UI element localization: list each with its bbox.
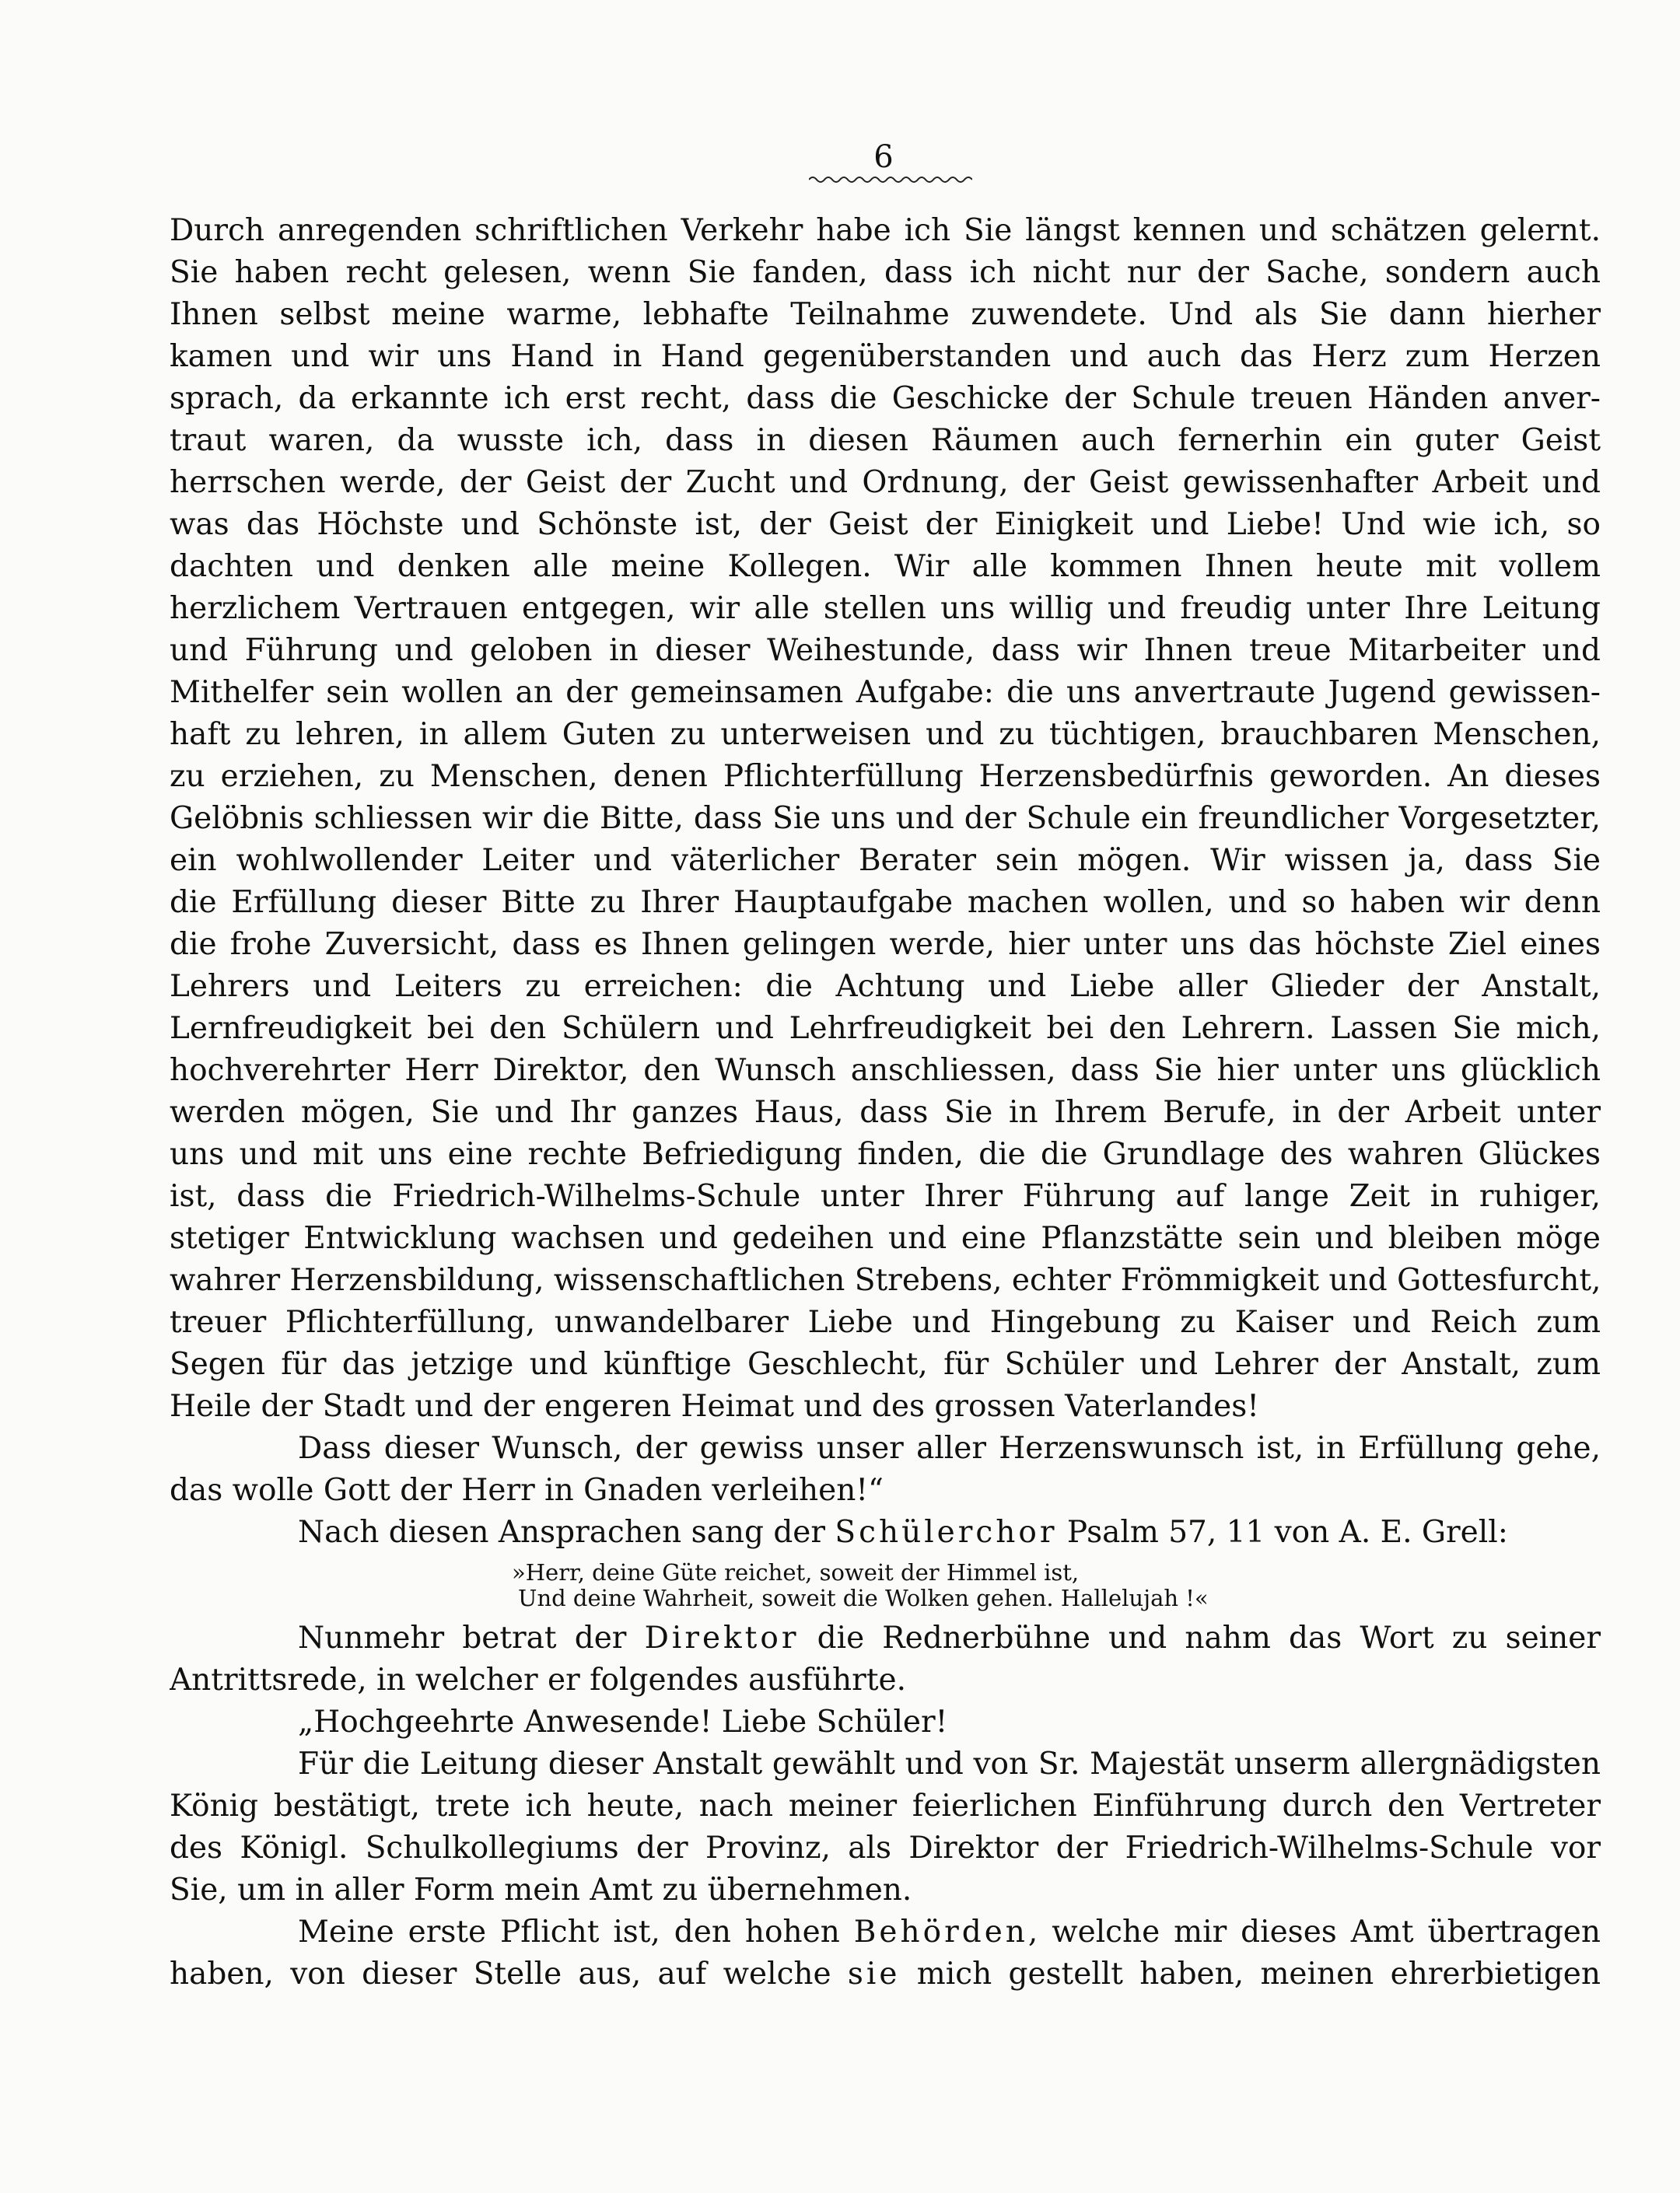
- text-line: sprach, da erkannte ich erst recht, dass die Geschicke der Schule treuen Händen anver-: [170, 381, 1601, 416]
- text-line: Sie haben recht gelesen, wenn Sie fanden, dass ich nicht nur der Sache, sondern auch: [170, 255, 1601, 290]
- text-line: Ihnen selbst meine warme, lebhafte Teilnahme zuwendete. Und als Sie dann hierher: [170, 297, 1601, 332]
- text-line: [170, 1911, 1601, 1953]
- text-line: hochverehrter Herr Direktor, den Wunsch anschliessen, dass Sie hier unter uns glücklich: [170, 1053, 1601, 1088]
- text-line: die frohe Zuversicht, dass es Ihnen gelingen werde, hier unter uns das höchste Ziel eines: [170, 927, 1601, 962]
- text-line: Dass dieser Wunsch, der gewiss unser aller Herzenswunsch ist, in Erfüllung gehe,: [298, 1431, 1601, 1466]
- spaced-emphasis: Schülerchor: [835, 1515, 1058, 1550]
- text-segment: Meine erste Pflicht ist, den hohen: [298, 1915, 854, 1950]
- text-line: ein wohlwollender Leiter und väterlicher Berater sein mögen. Wir wissen ja, dass Sie: [170, 843, 1601, 878]
- text-line: Lehrers und Leiters zu erreichen: die Achtung und Liebe aller Glieder der Anstalt,: [170, 969, 1601, 1004]
- text-line: traut waren, da wusste ich, dass in diesen Räumen auch fernerhin ein guter Geist: [170, 423, 1601, 458]
- spacer: [170, 1611, 1601, 1618]
- text-line: treuer Pflichterfüllung, unwandelbarer Liebe und Hingebung zu Kaiser und Reich zum: [170, 1305, 1601, 1340]
- text-segment: die Rednerbühne und nahm das Wort zu seiner: [799, 1621, 1601, 1656]
- psalm-quote-line: »Herr, deine Güte reichet, soweit der Himmel ist,: [512, 1559, 1080, 1586]
- text-segment: Nach diesen Ansprachen sang der: [298, 1515, 835, 1550]
- text-line: dachten und denken alle meine Kollegen. Wir alle kommen Ihnen heute mit vollem: [170, 549, 1601, 584]
- body-text: [170, 210, 1601, 1995]
- text-line: Für die Leitung dieser Anstalt gewählt und von Sr. Majestät unserm allergnädigsten: [298, 1747, 1601, 1782]
- spaced-emphasis: sie: [847, 1957, 901, 1992]
- text-line: die Erfüllung dieser Bitte zu Ihrer Hauptaufgabe machen wollen, und so haben wir denn: [170, 885, 1601, 920]
- wavy-ornament-icon: [809, 174, 972, 185]
- psalm-quote-line: Und deine Wahrheit, soweit die Wolken gehen. Hallelujah !«: [518, 1585, 1209, 1611]
- text-line: haft zu lehren, in allem Guten zu unterweisen und zu tüchtigen, brauchbaren Menschen,: [170, 717, 1601, 752]
- text-line: Antrittsrede, in welcher er folgendes ausführte.: [170, 1663, 906, 1698]
- text-line: ist, dass die Friedrich-Wilhelms-Schule unter Ihrer Führung auf lange Zeit in ruhiger,: [170, 1179, 1601, 1214]
- spaced-emphasis: Behörden: [853, 1915, 1028, 1950]
- text-segment: , welche mir dieses Amt übertragen: [1027, 1915, 1601, 1950]
- text-segment: haben, von dieser Stelle aus, auf welche: [170, 1957, 848, 1992]
- text-line: Gelöbnis schliessen wir die Bitte, dass Sie uns und der Schule ein freundlicher Vorgesetzter,: [170, 801, 1601, 836]
- spaced-emphasis: Direktor: [644, 1621, 800, 1656]
- text-line: Segen für das jetzige und künftige Geschlecht, für Schüler und Lehrer der Anstalt, zum: [170, 1347, 1601, 1382]
- text-line: Heile der Stadt und der engeren Heimat und des grossen Vaterlandes!: [170, 1389, 1259, 1424]
- text-line: Durch anregenden schriftlichen Verkehr habe ich Sie längst kennen und schätzen gelernt.: [170, 213, 1601, 248]
- text-line: kamen und wir uns Hand in Hand gegenüberstanden und auch das Herz zum Herzen: [170, 339, 1601, 374]
- text-line: Lernfreudigkeit bei den Schülern und Lehrfreudigkeit bei den Lehrern. Lassen Sie mich,: [170, 1011, 1601, 1046]
- text-line: wahrer Herzensbildung, wissenschaftlichen Strebens, echter Frömmigkeit und Gottesfurcht,: [170, 1263, 1601, 1298]
- text-line: [170, 1953, 1601, 1995]
- text-line: [170, 1512, 1601, 1554]
- text-line: „Hochgeehrte Anwesende! Liebe Schüler!: [298, 1705, 948, 1740]
- text-segment: Nunmehr betrat der: [298, 1621, 645, 1656]
- text-line: herzlichem Vertrauen entgegen, wir alle stellen uns willig und freudig unter Ihre Leitung: [170, 591, 1601, 626]
- text-line: stetiger Entwicklung wachsen und gedeihen und eine Pflanzstätte sein und bleiben möge: [170, 1221, 1601, 1256]
- text-segment: mich gestellt haben, meinen ehrerbietigen: [900, 1957, 1601, 1992]
- text-line: König bestätigt, trete ich heute, nach meiner feierlichen Einführung durch den Vertreter: [170, 1789, 1601, 1824]
- text-line: zu erziehen, zu Menschen, denen Pflichterfüllung Herzensbedürfnis geworden. An dieses: [170, 759, 1601, 794]
- text-line: Mithelfer sein wollen an der gemeinsamen Aufgabe: die uns anvertraute Jugend gewissen-: [170, 675, 1601, 710]
- text-line: des Königl. Schulkollegiums der Provinz, als Direktor der Friedrich-Wilhelms-Schule vor: [170, 1831, 1601, 1866]
- text-line: Sie, um in aller Form mein Amt zu übernehmen.: [170, 1873, 912, 1908]
- text-line: herrschen werde, der Geist der Zucht und Ordnung, der Geist gewissenhafter Arbeit und: [170, 465, 1601, 500]
- text-line: und Führung und geloben in dieser Weihestunde, dass wir Ihnen treue Mitarbeiter und: [170, 633, 1601, 668]
- text-line: werden mögen, Sie und Ihr ganzes Haus, dass Sie in Ihrem Berufe, in der Arbeit unter: [170, 1095, 1601, 1130]
- text-line: uns und mit uns eine rechte Befriedigung finden, die die Grundlage des wahren Glückes: [170, 1137, 1601, 1172]
- text-segment: Psalm 57, 11 von A. E. Grell:: [1057, 1515, 1508, 1550]
- text-line: [170, 1618, 1601, 1660]
- page-number: 6: [873, 139, 894, 175]
- text-line: was das Höchste und Schönste ist, der Geist der Einigkeit und Liebe! Und wie ich, so: [170, 507, 1601, 542]
- text-line: das wolle Gott der Herr in Gnaden verleihen!“: [170, 1473, 884, 1508]
